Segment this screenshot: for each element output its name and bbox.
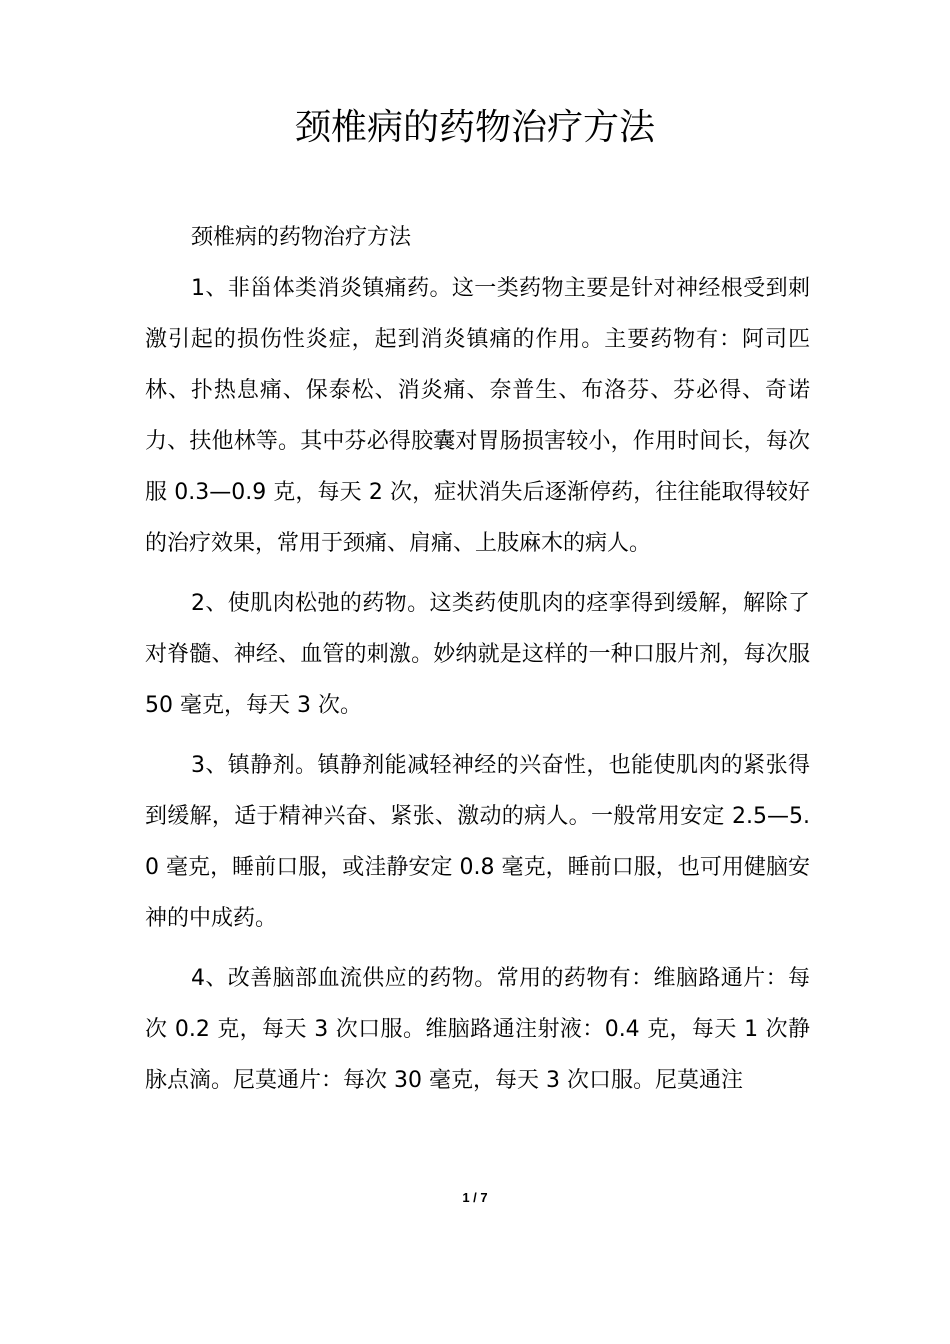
document-subtitle: 颈椎病的药物治疗方法 — [191, 225, 412, 250]
paragraph-3: 3、镇静剂。镇静剂能减轻神经的兴奋性，也能使肌肉的紧张得到缓解，适于精神兴奋、紧张、激动的病人。一般常用安定 2.5—5.0 毫克，睡前口服，或洼静安定 0.8 毫克，睡前口服，也可用健脑安神的中成药。 — [145, 753, 810, 931]
document-title: 颈椎病的药物治疗方法 — [294, 107, 655, 148]
paragraph-4: 4、改善脑部血流供应的药物。常用的药物有：维脑路通片：每次 0.2 克，每天 3 次口服。维脑路通注射液：0.4 克，每天 1 次静脉点滴。尼莫通片：每次 30 毫克，每天 3 次口服。尼莫通注 — [145, 966, 810, 1093]
paragraph-1: 1、非甾体类消炎镇痛药。这一类药物主要是针对神经根受到刺激引起的损伤性炎症，起到消炎镇痛的作用。主要药物有：阿司匹林、扑热息痛、保泰松、消炎痛、奈普生、布洛芬、芬必得、奇诺力、扶他林等。其中芬必得胶囊对胃肠损害较小，作用时间长，每次服 0.3—0.9 克，每天 2 次，症状消失后逐渐停药，往往能取得较好的治疗效果，常用于颈痛、肩痛、上肢麻木的病人。 — [145, 276, 810, 556]
document-body — [145, 212, 810, 1115]
paragraph-2: 2、使肌肉松弛的药物。这类药使肌肉的痉挛得到缓解，解除了对脊髓、神经、血管的刺激。妙纳就是这样的一种口服片剂，每次服 50 毫克，每天 3 次。 — [145, 591, 810, 718]
page-indicator: 1 / 7 — [462, 1190, 488, 1205]
